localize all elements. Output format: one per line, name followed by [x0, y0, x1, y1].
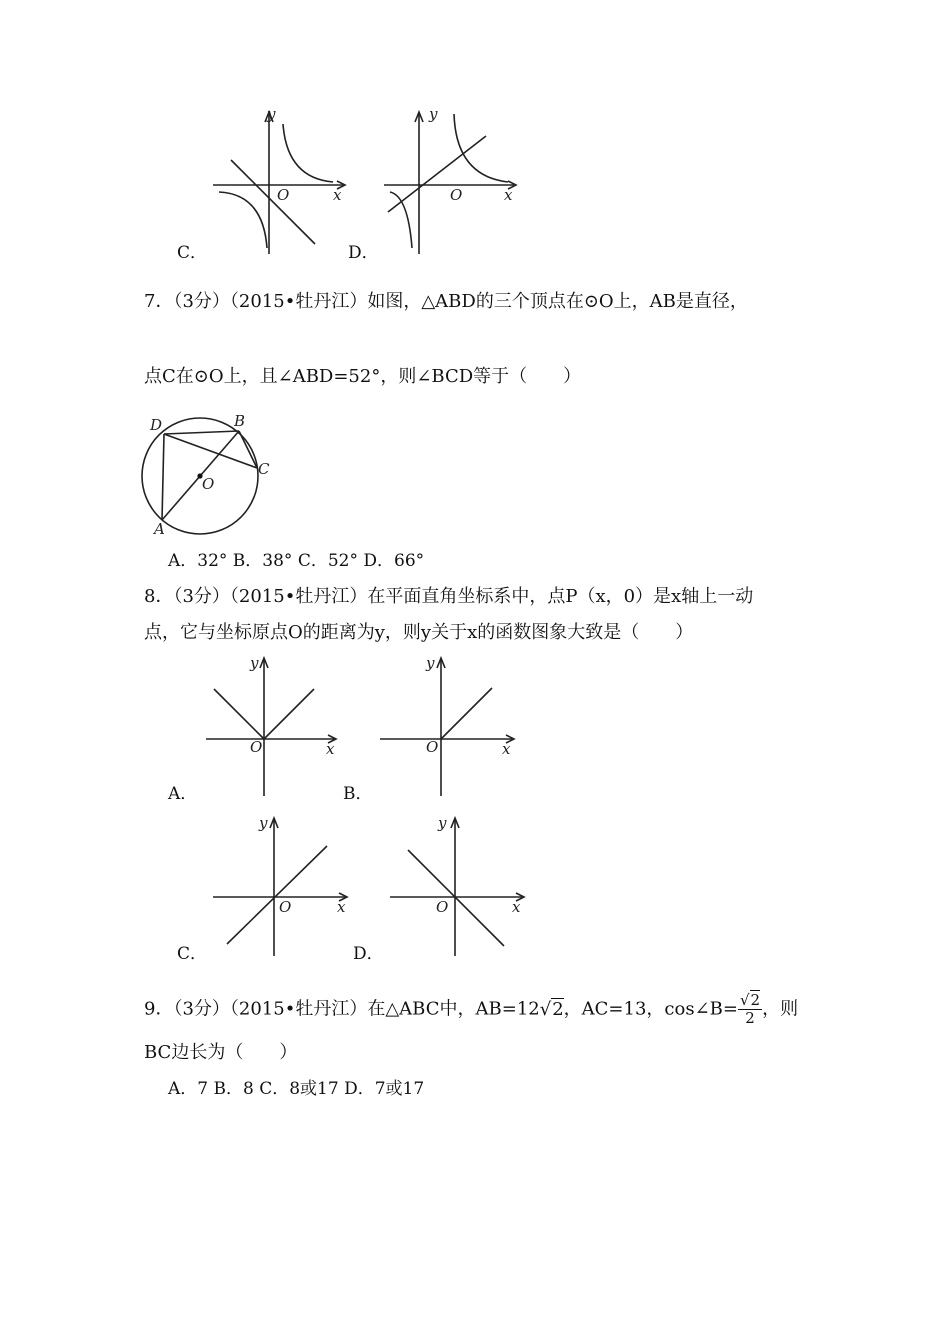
fraction: [738, 992, 762, 1027]
x-axis-label: x: [337, 898, 346, 916]
y-axis-label: y: [259, 814, 268, 832]
x-axis-label: x: [504, 186, 513, 204]
y-axis-label: y: [426, 654, 435, 672]
q8-option-b: B．: [343, 784, 373, 804]
q8-graph-a: [200, 652, 345, 800]
q8-option-a: A．: [168, 784, 198, 804]
q9-line1-mid: ，AC=13，cos∠B=: [563, 998, 738, 1020]
origin-label: O: [426, 738, 439, 756]
q8-graph-d: [384, 812, 534, 960]
q7-options: A．32° B．38° C．52° D．66°: [168, 551, 425, 571]
q9-line1-end: ，则: [762, 998, 799, 1020]
fraction-numerator-radicand: 2: [750, 991, 761, 1009]
q6-option-d: D．: [348, 243, 379, 263]
point-b-label: B: [234, 412, 246, 430]
y-axis-label: y: [429, 105, 438, 123]
y-axis-label: y: [250, 654, 259, 672]
q9-text-line1: [144, 992, 798, 1027]
x-axis-label: x: [326, 740, 335, 758]
q7-circle-figure: [136, 410, 286, 540]
origin-label: O: [250, 738, 263, 756]
q7-text-line2: 点C在⊙O上，且∠ABD=52°，则∠BCD等于（ ）: [144, 366, 582, 387]
q8-option-d: D．: [353, 944, 384, 964]
x-axis-label: x: [512, 898, 521, 916]
q6-option-c: C．: [177, 243, 208, 263]
point-o-label: O: [202, 475, 215, 493]
origin-label: O: [279, 898, 292, 916]
q9-text-line2: BC边长为（ ）: [144, 1042, 298, 1063]
sqrt-radicand: 2: [552, 998, 564, 1020]
origin-label: O: [450, 186, 463, 204]
y-axis-label: y: [438, 814, 447, 832]
origin-label: O: [277, 186, 290, 204]
q8-graph-b: [374, 652, 524, 800]
q8-graph-c: [207, 812, 357, 960]
x-axis-label: x: [333, 186, 342, 204]
origin-label: O: [436, 898, 449, 916]
q9-line1-start: 9．（3分）（2015•牡丹江）在△ABC中，AB=12: [144, 998, 540, 1020]
fraction-numerator: √2: [739, 991, 761, 1009]
point-d-label: D: [150, 416, 163, 434]
q8-text-line2: 点，它与坐标原点O的距离为y，则y关于x的函数图象大致是（ ）: [144, 622, 694, 643]
q7-text-line1: 7．（3分）（2015•牡丹江）如图，△ABD的三个顶点在⊙O上，AB是直径，: [144, 291, 748, 312]
q6-graph-d: [376, 105, 526, 258]
fraction-denominator: 2: [745, 1009, 755, 1027]
q8-text-line1: 8．（3分）（2015•牡丹江）在平面直角坐标系中，点P（x，0）是x轴上一动: [144, 586, 754, 607]
y-axis-label: y: [267, 105, 276, 123]
q9-options: A．7 B．8 C．8或17 D．7或17: [168, 1079, 425, 1099]
sqrt-expression: √2: [539, 998, 564, 1020]
x-axis-label: x: [502, 740, 511, 758]
q6-graph-c: [205, 105, 355, 258]
q8-option-c: C．: [177, 944, 208, 964]
point-a-label: A: [154, 520, 165, 538]
point-c-label: C: [258, 460, 270, 478]
